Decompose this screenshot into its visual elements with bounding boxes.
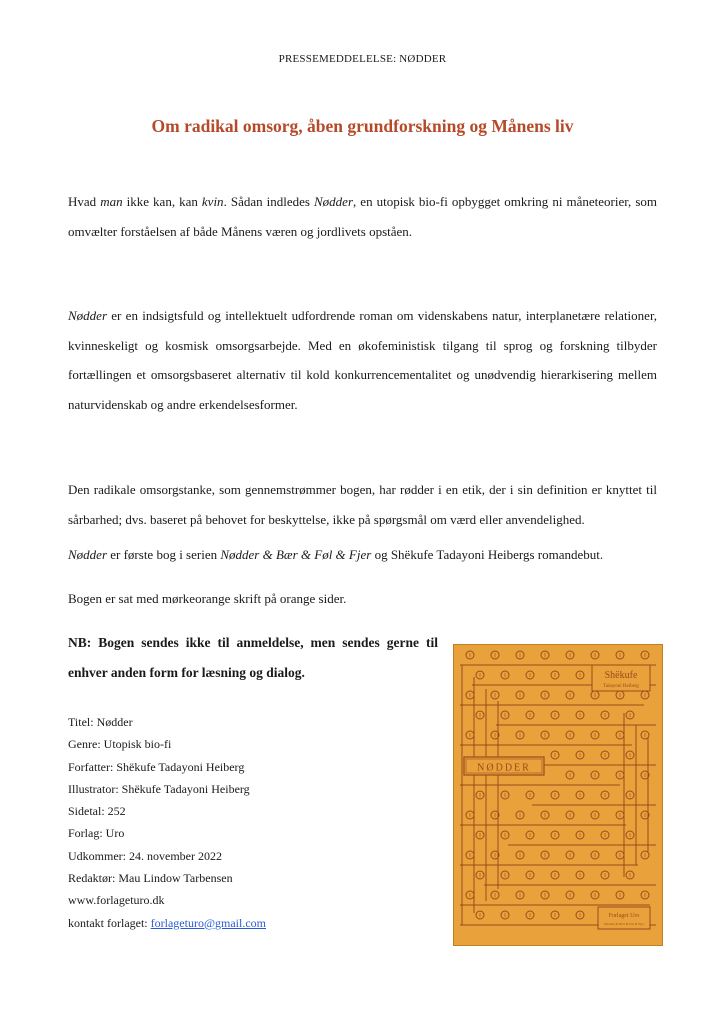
- description-paragraph: Nødder er en indsigtsfuld og intellektuelt udfordrende roman om videnskabens natur, interplanetære relationer, kvinneskeligt og kosmisk omsorgsarbejde. Med en økofeministisk tilgang til sprog og forskning tilbyder fortællingen et omsorgsbaseret alternativ til kold konkurrencementalitet og unødvendig hierarkisering mellem naturvidenskab og andre erkendelsesformer.: [68, 308, 657, 412]
- cover-title: NØDDER: [477, 762, 531, 774]
- series-paragraph: Nødder er første bog i serien Nødder & Bær & Føl & Fjer og Shëkufe Tadayoni Heibergs romandebut.: [68, 547, 604, 562]
- fact-contact: [68, 912, 398, 934]
- cover-publisher-sub: Nødder & Bær & Føl & Fjer: [603, 922, 645, 926]
- contact-label: kontakt forlaget:: [68, 915, 151, 930]
- fact-release: Udkommer: 24. november 2022: [68, 848, 222, 863]
- fact-genre: Genre: Utopisk bio-fi: [68, 737, 172, 752]
- fact-editor: Redaktør: Mau Lindow Tarbensen: [68, 871, 233, 886]
- cover-publisher: Forlaget Uro: [608, 913, 640, 919]
- book-cover-image: [453, 644, 663, 946]
- cover-illustration: [454, 645, 662, 945]
- fact-illustrator: Illustrator: Shëkufe Tadayoni Heiberg: [68, 781, 250, 796]
- fact-author: Forfatter: Shëkufe Tadayoni Heiberg: [68, 759, 245, 774]
- fact-pages: Sidetal: 252: [68, 804, 126, 819]
- cover-author: Shëkufe: [604, 670, 638, 681]
- cover-author-sub: Tadayoni Heiberg: [603, 684, 639, 689]
- fact-website: www.forlageturo.dk: [68, 893, 165, 908]
- typography-paragraph: Bogen er sat med mørkeorange skrift på orange sider.: [68, 591, 347, 606]
- book-facts: [68, 711, 398, 934]
- intro-paragraph: Hvad man ikke kan, kan kvin. Sådan indledes Nødder, en utopisk bio-fi opbygget omkring ni måneteorier, som omvælter forståelsen af både Månens væren og jordlivets opståen.: [68, 194, 657, 239]
- fact-title: Titel: Nødder: [68, 715, 133, 729]
- fact-publisher: Forlag: Uro: [68, 826, 125, 841]
- contact-email-link[interactable]: forlageturo@gmail.com: [150, 915, 266, 930]
- care-paragraph: Den radikale omsorgstanke, som gennemstrømmer bogen, har rødder i en etik, der i sin definition er knyttet til sårbarhed; dvs. baseret på behovet for beskyttelse, ikke på spørgsmål om værd eller anvendelighed.: [68, 482, 657, 527]
- document-header: PRESSEMEDDELELSE: NØDDER: [278, 53, 447, 65]
- page-title: Om radikal omsorg, åben grundforskning og Månens liv: [151, 116, 574, 136]
- nb-notice: NB: Bogen sendes ikke til anmeldelse, men sendes gerne til enhver anden form for læsning og dialog.: [68, 635, 438, 680]
